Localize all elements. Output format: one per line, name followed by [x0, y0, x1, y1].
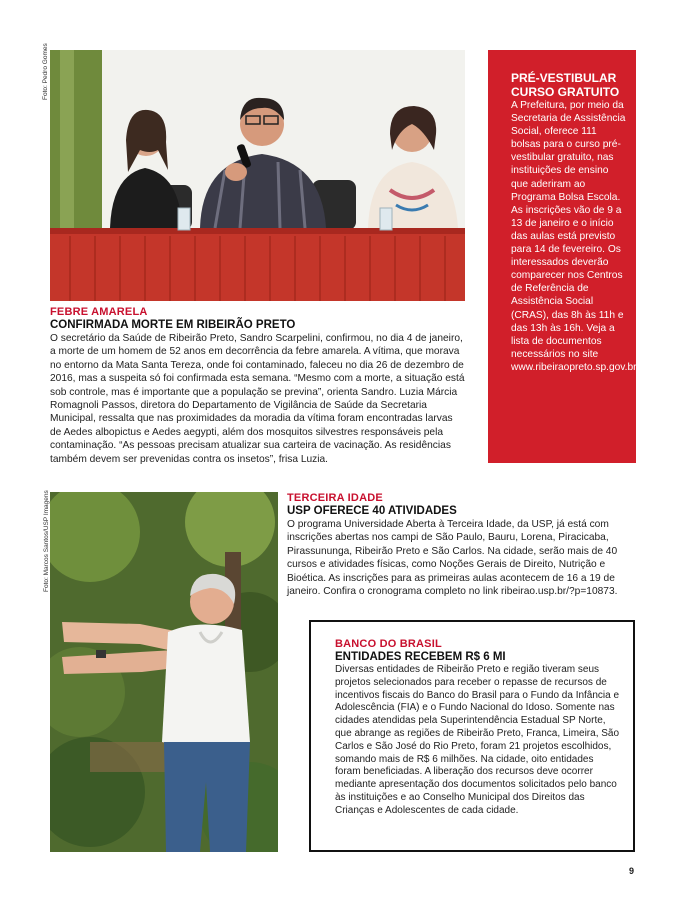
article-headline: USP OFERECE 40 ATIVIDADES [287, 505, 457, 517]
sidebar-body: A Prefeitura, por meio da Secretaria de Assistência Social, oferece 111 bolsas para o curso pré-vestibular gratuito, nas instituições de ensino que aderiram ao Programa Bolsa Escola. As inscrições vão de 9 a 13 de janeiro e o início das aulas está previsto para 14 de fevereiro. Os interessados deverão comparecer nos Centros de Referência de Assistência Social (CRAS), das 8h às 11h e das 13h às 16h. Veja a lista de documentos necessários no site www.ribeiraopreto.sp.gov.br. [511, 100, 639, 373]
article-body: O programa Universidade Aberta à Terceira Idade, da USP, já está com inscrições abertas nos campi de São Paulo, Bauru, Lorena, Piracicaba, Pirassununga, Ribeirão Preto e São Carlos. Na cidade, serão mais de 40 cursos e atividades físicas, como Noções Gerais de Direito, Nutrição e Bioética. As inscrições para as primeiras aulas acontecem de 16 a 19 de janeiro. Confira o cronograma completo no link ribeirao.usp.br/?p=10873. [287, 519, 618, 598]
article-headline: CONFIRMADA MORTE EM RIBEIRÃO PRETO [50, 319, 296, 331]
page-number: 9 [629, 866, 635, 876]
article-terceira-idade [287, 492, 637, 598]
photo-credit-1: Foto: Pedro Gomes [42, 43, 49, 100]
article-body: Diversas entidades de Ribeirão Preto e região tiveram seus projetos selecionados para receber o repasse de recursos de incentivos fiscais do Banco do Brasil para o Fundo da Infância e Adolescência (FIA) e o Fundo Nacional do Idoso. Somente nas cidades atendidas pela Superintendência Estadual SP Norte, que abrange as regiões de Ribeirão Preto, Franca, Limeira, São Carlos e São José do Rio Preto, foram 21 projetos escolhidos, somando mais de R$ 6 milhões. Na cidade, oito entidades foram beneficiadas. A liberação dos recursos deve ocorrer mediante apresentação dos documentos solicitados pelo banco às instituições e ao Conselho Municipal dos Direitos das Crianças e Adolescentes de cada cidade. [335, 664, 620, 816]
article-kicker: TERCEIRA IDADE [287, 492, 383, 504]
article-kicker: BANCO DO BRASIL [335, 638, 442, 650]
press-conference-photo [50, 50, 465, 301]
exercise-illustration [50, 492, 278, 852]
exercise-photo [50, 492, 278, 852]
press-conference-illustration [50, 50, 465, 301]
article-headline: ENTIDADES RECEBEM R$ 6 MI [335, 651, 506, 663]
article-febre-amarela [50, 306, 465, 466]
article-banco-do-brasil [309, 620, 635, 852]
photo-credit-2: Foto: Marcos Santos/USP Imagens [43, 490, 50, 592]
sidebar-title: PRÉ-VESTIBULAR CURSO GRATUITO [511, 71, 620, 99]
article-body: O secretário da Saúde de Ribeirão Preto, Sandro Scarpelini, confirmou, no dia 4 de janeiro, a morte de um homem de 52 anos em decorrência da febre amarela. A vítima, que morava no entorno da Mata Santa Tereza, onde foi contaminado, faleceu no dia 26 de dezembro de 2016, mas a suspeita só foi confirmada esta semana. “Mesmo com a morte, a situação está sob controle, mas é importante que a população se previna”, orienta Sandro. Luzia Márcia Romagnoli Passos, diretora do Departamento de Vigilância de Saúde da Secretaria Municipal, ressalta que nas proximidades da moradia da vítima foram encontradas larvas de Aedes albopictus e Aedes aegypti, além dos mosquitos silvestres responsáveis pela contaminação. “As pessoas precisam atualizar sua carteira de vacinação. As residências também devem ser prevenidas contra os insetos”, frisa Luzia. [50, 333, 465, 465]
article-kicker: FEBRE AMARELA [50, 306, 148, 318]
sidebar-pre-vestibular [488, 50, 639, 463]
